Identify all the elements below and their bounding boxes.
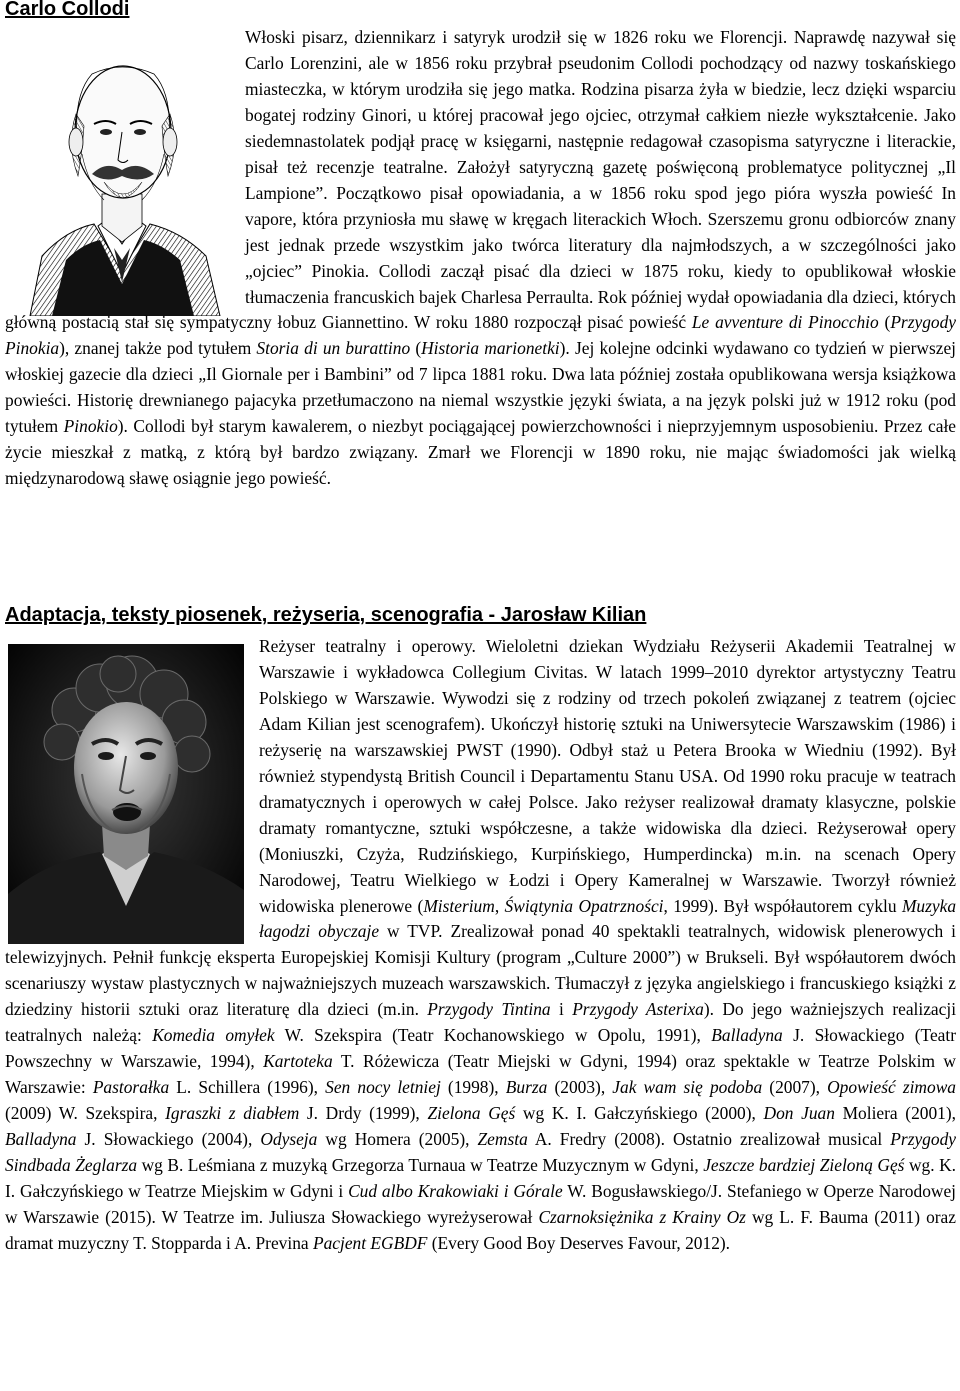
text-run: wg L. F. Bauma (2011) oraz dramat muzyczny T. Stopparda i A. Previna	[5, 1206, 956, 1253]
italic-title-run: Przygody Sindbada Żeglarza	[5, 1129, 956, 1176]
section-title-collodi: Carlo Collodi	[5, 0, 130, 20]
italic-title-run: Kartoteka	[263, 1051, 333, 1072]
italic-title-run: Świątynia Opatrzności	[504, 895, 664, 916]
text-run: , 1999). Był współautorem cyklu	[663, 895, 902, 916]
text-run: wg K. I. Gałczyńskiego (2000),	[515, 1103, 764, 1124]
text-run: ). Collodi był starym kawalerem, o niezbyt pociągającej powierzchowności i nieprzyjemnym usposobieniu. Przez całe życie mieszkał z matką, z którą był bardzo związany. Zmarł we Florencji w 1890 roku, nie mając świadomości jak wielką międzynarodową sławę osiągnie jego powieść.	[5, 416, 956, 489]
italic-title-run: Opowieść zimowa	[827, 1077, 956, 1098]
text-run: Włoski pisarz, dziennikarz i satyryk urodził się w 1826 roku we Florencji. Naprawdę nazywał się Carlo Lorenzini, ale w 1856 roku przybrał pseudonim Collodi pochodzący od nazwy toskańskiego miasteczka, w którym urodziła się jego matka. Rodzina pisarza żyła w biedzie, lecz dzięki wsparciu bogatej rodziny Ginori, u której pracował jego ojciec, otrzymał całkiem niezłe wykształcenie. Jako siedemnastolatek podjął pracę w księgarni, następnie redagował czasopisma satyryczne i literackie, pisał też recenzje teatralne. Założył satyryczną gazetę poświęconą problematyce politycznej „Il Lampione”. Początkowo pisał opowiadania, a w 1856 roku spod jego pióra wyszła powieść In vapore, która przyniosła mu sławę w kręgach literackich Włoch. Szerszemu gronu odbiorców znany jest jednak przede wszystkim jako twórca literatury dla najmłodszych, a w szczególności jako „ojciec” Pinokia. Collodi zaczął pisać dla dzieci w 1875 roku, kiedy to opublikował włoskie tłumaczenia francuskich bajek Charlesa Perraulta. Rok później wydał opowiadania dla dzieci, których główną postacią stał się sympatyczny łobuz Giannettino. W roku 1880 rozpoczął pisać powieść	[5, 27, 956, 333]
text-run: wg. K. I. Gałczyńskiego w Teatrze Miejskim w Gdyni i	[5, 1155, 956, 1202]
text-run: W. Bogusławskiego/J. Stefaniego w Operze Narodowej w Warszawie (2015). W Teatrze im. Juliusza Słowackiego wyreżyserował	[5, 1181, 956, 1227]
text-run: (	[410, 338, 422, 359]
text-run: (Every Good Boy Deserves Favour, 2012).	[427, 1232, 731, 1253]
text-run: Reżyser teatralny i operowy. Wieloletni dziekan Wydziału Reżyserii Akademii Teatralnej w Warszawie i wykładowca Collegium Civitas. W latach 1999–2010 dyrektor artystyczny Teatru Polskiego w Warszawie. Wywodzi się z rodziny od trzech pokoleń związanej z teatrem (ojciec Adam Kilian jest scenografem). Ukończył historię sztuki na Uniwersytecie Warszawskim (1986) i reżyserię na warszawskiej PWST (1990). Odbył staż u Petera Brooka w Wiedniu (1992). Był również stypendystą British Council i Departamentu Stanu USA. Od 1990 roku pracuje w teatrach dramatycznych i operowych w całej Polsce. Jako reżyser realizował dramaty klasyczne, polskie dramaty romantyczne, sztuki współczesne, a także widowiska dla dzieci. Reżyserował opery (Moniuszki, Czyża, Rudzińskiego, Kurpińskiego, Humperdincka) m.in. na scenach Opery Narodowej, Teatru Wielkiego w Łodzi i Opery Kameralnej w Warszawie. Tworzył również widowiska plenerowe (	[259, 636, 956, 916]
text-run: ). Do jego ważniejszych realizacji teatralnych należą:	[5, 999, 957, 1046]
text-run: L. Schillera (1996),	[169, 1077, 326, 1098]
italic-title-run: Odyseja	[260, 1129, 318, 1150]
italic-title-run: Zielona Gęś	[427, 1103, 516, 1124]
italic-title-run: Misterium	[423, 895, 495, 916]
italic-title-run: Przygody Tintina	[427, 999, 551, 1020]
italic-title-run: Przygody Asterixa	[572, 999, 704, 1020]
collodi-biography	[5, 25, 956, 492]
text-run: i	[550, 999, 573, 1020]
text-run: ). Jej kolejne odcinki wydawano co tydzień w pierwszej włoskiej gazecie dla dzieci „Il Giornale per i Bambini” od 7 lipca 1881 roku. Dwa lata później została opublikowana wersja książkowa powieści. Historię drewnianego pajacyka przetłumaczono na niemal wszystkie języki świata, a na język polski już w 1912 roku (pod tytułem	[5, 338, 957, 437]
section-title-kilian: Adaptacja, teksty piosenek, reżyseria, scenografia - Jarosław Kilian	[5, 604, 647, 626]
italic-title-run: Balladyna	[711, 1025, 783, 1046]
italic-title-run: Sen nocy letniej	[325, 1077, 441, 1098]
text-run: Moliera (2001),	[834, 1103, 956, 1124]
italic-title-run: Komedia omyłek	[152, 1025, 275, 1046]
text-run: ,	[494, 895, 505, 916]
italic-title-run: Balladyna	[5, 1129, 77, 1150]
text-run: (2003),	[547, 1077, 613, 1098]
italic-title-run: Cud albo Krakowiaki i Górale	[348, 1181, 563, 1202]
italic-title-run: Jeszcze bardziej Zieloną Gęś	[703, 1155, 905, 1176]
italic-title-run: Pinokio	[63, 416, 118, 437]
text-run: (2007),	[762, 1077, 828, 1098]
italic-title-run: Przygody Pinokia	[5, 312, 956, 359]
text-run: J. Słowackiego (2004),	[76, 1129, 261, 1150]
text-run: T. Różewicza (Teatr Miejski w Gdyni, 1994) oraz spektakle w Teatrze Polskim w Warszawie:	[5, 1051, 956, 1098]
text-run: wg B. Leśmiana z muzyką Grzegorza Turnaua w Teatrze Muzycznym w Gdyni,	[137, 1155, 704, 1176]
text-run: ), znanej także pod tytułem	[59, 338, 257, 359]
italic-title-run: Zemsta	[477, 1129, 528, 1150]
text-run: (1998),	[440, 1077, 506, 1098]
text-run: J. Słowackiego (Teatr Powszechny w Warszawie, 1994),	[5, 1025, 957, 1072]
italic-title-run: Storia di un burattino	[256, 338, 411, 359]
text-run: (	[878, 312, 891, 333]
italic-title-run: Don Juan	[763, 1103, 835, 1124]
text-run: (2009) W. Szekspira,	[5, 1103, 166, 1124]
italic-title-run: Jak wam się podoba	[612, 1077, 763, 1098]
italic-title-run: Pastorałka	[92, 1077, 170, 1098]
italic-title-run: Le avventure di Pinocchio	[691, 312, 879, 333]
italic-title-run: Igraszki z diabłem	[165, 1103, 300, 1124]
italic-title-run: Historia marionetki	[421, 338, 560, 359]
portrait-float-spacer	[5, 25, 245, 310]
portrait-float-spacer	[5, 634, 259, 944]
italic-title-run: Burza	[505, 1077, 548, 1098]
text-run: wg Homera (2005),	[317, 1129, 478, 1150]
text-run: w TVP. Zrealizował ponad 40 spektakli teatralnych, widowisk plenerowych i telewizyjnych. Pełnił funkcję eksperta Europejskiej Komisji Kultury (program „Culture 2000”) w Brukseli. Był współautorem dwóch scenariuszy wystaw plastycznych w najważniejszych muzeach warszawskich. Tłumaczył z języka angielskiego i francuskiego książki z dziedziny historii sztuki oraz literaturę dla dzieci (m.in.	[5, 921, 956, 1020]
italic-title-run: Czarnoksiężnika z Krainy Oz	[538, 1206, 746, 1227]
text-run: W. Szekspira (Teatr Kochanowskiego w Opolu, 1991),	[274, 1025, 712, 1046]
kilian-biography	[5, 634, 956, 1257]
italic-title-run: Muzyka łagodzi obyczaje	[259, 895, 957, 942]
text-run: A. Fredry (2008). Ostatnio zrealizował musical	[527, 1129, 891, 1150]
italic-title-run: Pacjent EGBDF	[312, 1232, 428, 1253]
text-run: J. Drdy (1999),	[299, 1103, 428, 1124]
